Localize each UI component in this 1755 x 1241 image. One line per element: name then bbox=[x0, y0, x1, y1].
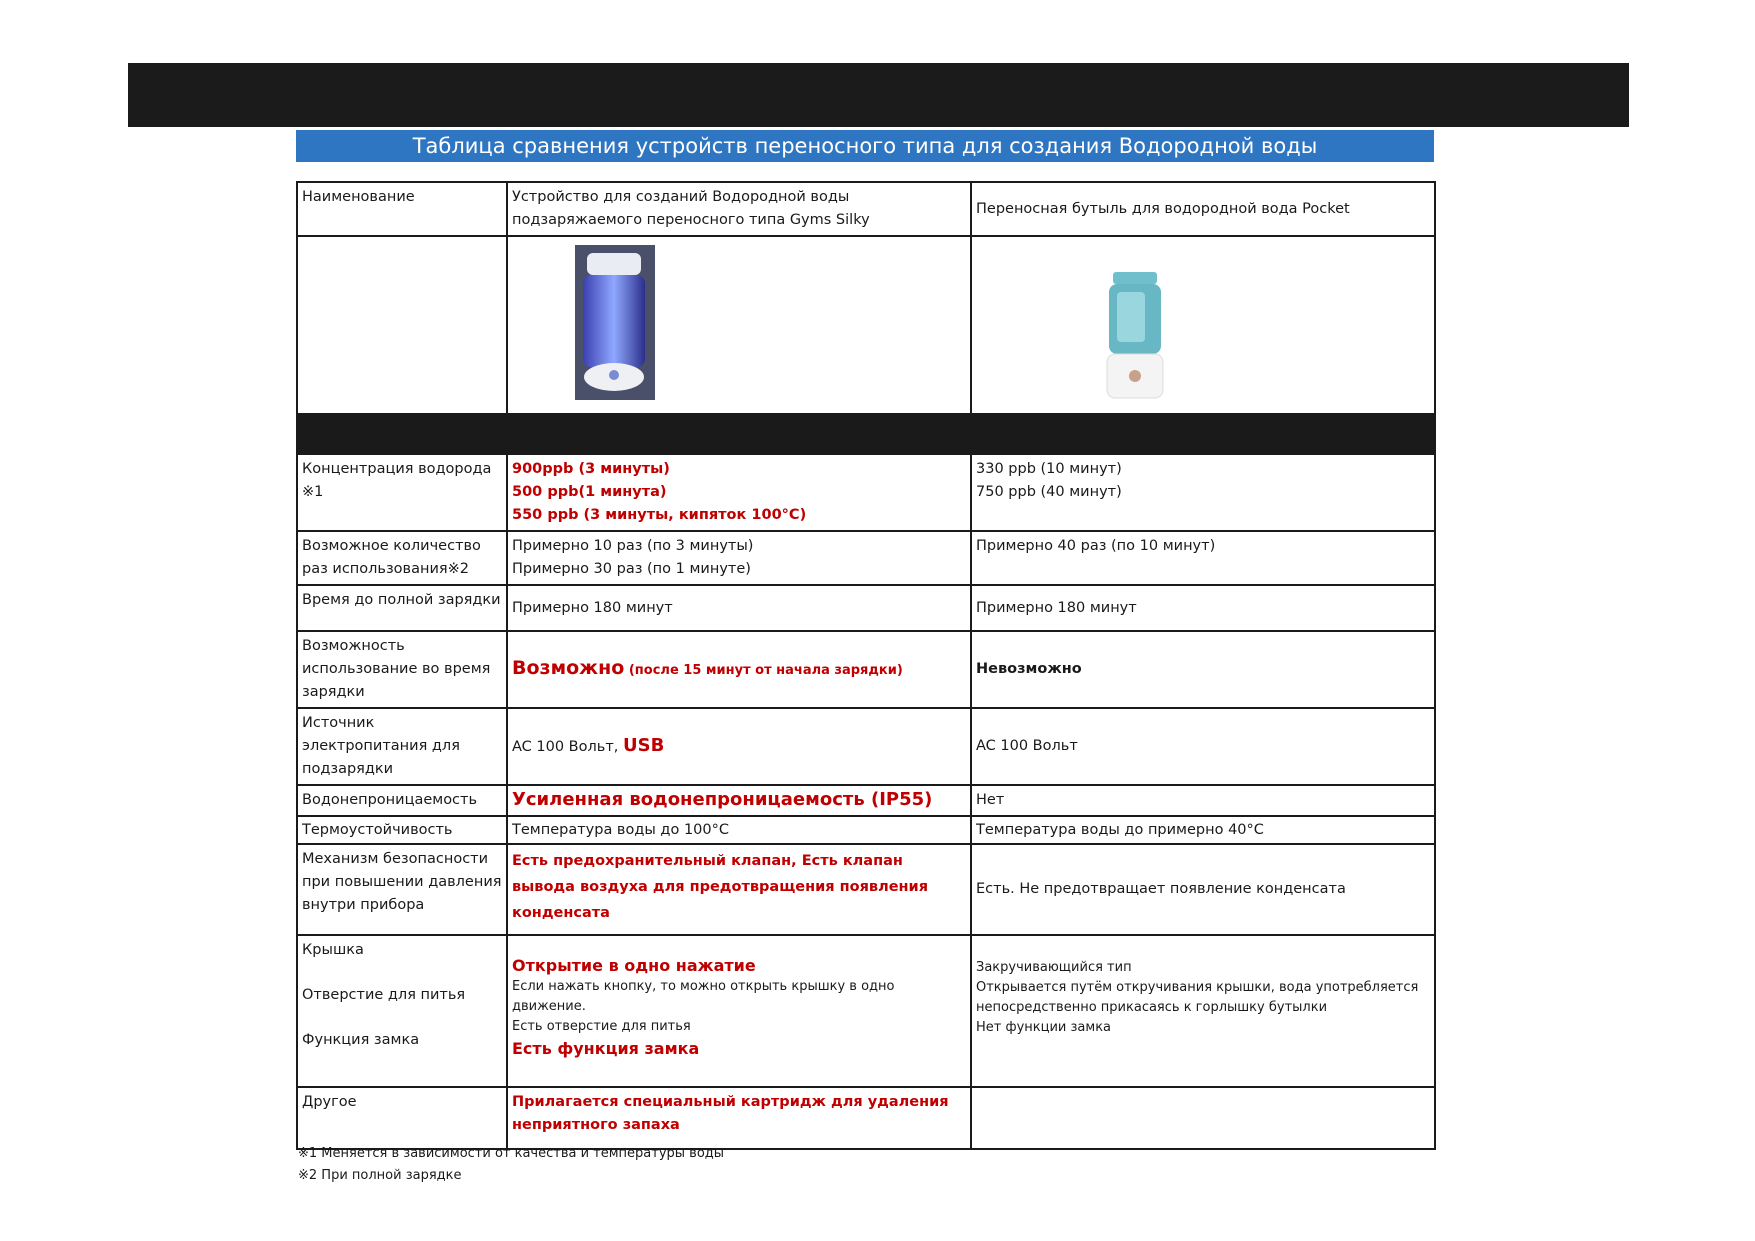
row-label-lid bbox=[297, 935, 507, 1087]
row-other bbox=[297, 1087, 1435, 1149]
product2-bottle-image bbox=[1101, 272, 1171, 402]
row-label-safety: Механизм безопасности при повышении давления внутри прибора bbox=[297, 844, 507, 935]
p1-uses-line: Примерно 30 раз (по 1 минуте) bbox=[512, 561, 751, 577]
p2-heat-resistance: Температура воды до примерно 40°C bbox=[971, 816, 1435, 844]
row-use-while-charging bbox=[297, 631, 1435, 708]
p1-concentration-line: 550 ppb (3 минуты, кипяток 100°C) bbox=[512, 507, 807, 523]
row-label-concentration: Концентрация водорода ※1 bbox=[297, 454, 507, 531]
divider-band bbox=[297, 414, 1435, 454]
row-label-uses: Возможное количество раз использования※2 bbox=[297, 531, 507, 585]
image-row-label bbox=[297, 236, 507, 414]
p1-waterproof: Усиленная водонепроницаемость (IP55) bbox=[507, 785, 971, 816]
product1-image-cell bbox=[507, 236, 971, 414]
p2-concentration bbox=[971, 454, 1435, 531]
top-black-band bbox=[128, 63, 1629, 127]
p1-heat-resistance: Температура воды до 100°C bbox=[507, 816, 971, 844]
spout-label: Отверстие для питья bbox=[302, 987, 466, 1003]
row-safety bbox=[297, 844, 1435, 935]
p1-power-ac: AC 100 Вольт, bbox=[512, 739, 619, 755]
header-label: Наименование bbox=[297, 182, 507, 236]
p2-concentration-line: 750 ppb (40 минут) bbox=[976, 484, 1122, 500]
p1-power-usb: USB bbox=[622, 735, 665, 756]
p2-concentration-line: 330 ppb (10 минут) bbox=[976, 461, 1122, 477]
row-label-charge-time: Время до полной зарядки bbox=[297, 585, 507, 631]
lock-label: Функция замка bbox=[302, 1032, 420, 1048]
header-row bbox=[297, 182, 1435, 236]
p2-lock: Нет функции замка bbox=[976, 1020, 1112, 1035]
p1-charge-time: Примерно 180 минут bbox=[507, 585, 971, 631]
row-label-waterproof: Водонепроницаемость bbox=[297, 785, 507, 816]
footnote-2: ※2 При полной зарядке bbox=[298, 1168, 462, 1183]
p1-safety: Есть предохранительный клапан, Есть клапан вывода воздуха для предотвращения появления конденсата bbox=[507, 844, 971, 935]
row-charge-time bbox=[297, 585, 1435, 631]
product2-image-cell bbox=[971, 236, 1435, 414]
p2-power-source: AC 100 Вольт bbox=[971, 708, 1435, 785]
p2-other bbox=[971, 1087, 1435, 1149]
p1-lid-type: Открытие в одно нажатие bbox=[512, 956, 756, 975]
product2-name: Переносная бутыль для водородной вода Pocket bbox=[971, 182, 1435, 236]
row-label-other: Другое bbox=[297, 1087, 507, 1149]
row-concentration bbox=[297, 454, 1435, 531]
row-label-use-while-charging: Возможность использование во время зарядки bbox=[297, 631, 507, 708]
p1-lid bbox=[507, 935, 971, 1087]
p1-power-source bbox=[507, 708, 971, 785]
row-heat-resistance bbox=[297, 816, 1435, 844]
row-label-heat-resistance: Термоустойчивость bbox=[297, 816, 507, 844]
p1-spout: Есть отверстие для питья bbox=[512, 1019, 691, 1034]
p1-concentration bbox=[507, 454, 971, 531]
p1-charging-note: (после 15 минут от начала зарядки) bbox=[628, 663, 903, 678]
p1-concentration-line: 500 ppb(1 минута) bbox=[512, 484, 667, 500]
page-title: Таблица сравнения устройств переносного типа для создания Водородной воды bbox=[296, 130, 1434, 162]
row-uses bbox=[297, 531, 1435, 585]
p1-concentration-line: 900ppb (3 минуты) bbox=[512, 461, 670, 477]
p2-waterproof: Нет bbox=[971, 785, 1435, 816]
p1-uses bbox=[507, 531, 971, 585]
product1-name: Устройство для созданий Водородной воды подзаряжаемого переносного типа Gyms Silky bbox=[507, 182, 971, 236]
p1-use-while-charging bbox=[507, 631, 971, 708]
image-row bbox=[297, 236, 1435, 414]
p1-lid-note: Если нажать кнопку, то можно открыть крышку в одно движение. bbox=[512, 979, 895, 1014]
p1-charging-possible: Возможно bbox=[512, 657, 625, 679]
p2-charge-time: Примерно 180 минут bbox=[971, 585, 1435, 631]
row-power-source bbox=[297, 708, 1435, 785]
p2-safety: Есть. Не предотвращает появление конденсата bbox=[971, 844, 1435, 935]
comparison-table bbox=[296, 181, 1436, 1150]
p2-lid-note: Открывается путём откручивания крышки, вода употребляется непосредственно прикасаясь к горлышку бутылки bbox=[976, 980, 1419, 1015]
p2-use-while-charging: Невозможно bbox=[971, 631, 1435, 708]
p2-lid bbox=[971, 935, 1435, 1087]
product1-bottle-image bbox=[575, 245, 665, 400]
footnote-1: ※1 Меняется в зависимости от качества и температуры воды bbox=[298, 1146, 725, 1161]
p1-other: Прилагается специальный картридж для удаления неприятного запаха bbox=[507, 1087, 971, 1149]
row-waterproof bbox=[297, 785, 1435, 816]
p2-uses: Примерно 40 раз (по 10 минут) bbox=[971, 531, 1435, 585]
row-lid bbox=[297, 935, 1435, 1087]
lid-label: Крышка bbox=[302, 942, 364, 958]
row-label-power-source: Источник электропитания для подзарядки bbox=[297, 708, 507, 785]
p1-lock: Есть функция замка bbox=[512, 1039, 700, 1058]
p2-lid-type: Закручивающийся тип bbox=[976, 960, 1132, 975]
p1-uses-line: Примерно 10 раз (по 3 минуты) bbox=[512, 538, 754, 554]
